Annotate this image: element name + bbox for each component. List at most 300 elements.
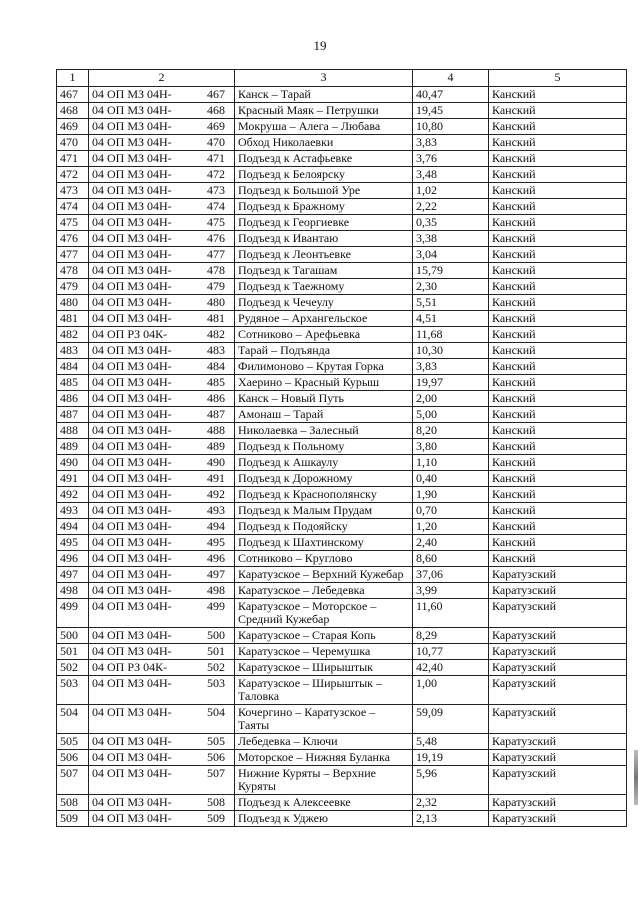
road-length: 3,83 — [413, 359, 489, 375]
row-number: 507 — [57, 766, 89, 795]
table-row — [57, 183, 627, 199]
row-number: 503 — [57, 676, 89, 705]
district-name: Канский — [489, 135, 627, 151]
row-number: 494 — [57, 519, 89, 535]
district-name: Канский — [489, 519, 627, 535]
road-name: Подъезд к Астафьевке — [235, 151, 413, 167]
road-id-prefix: 04 ОП МЗ 04Н- — [92, 455, 172, 469]
district-name: Канский — [489, 263, 627, 279]
table-row — [57, 343, 627, 359]
road-id-prefix: 04 ОП МЗ 04Н- — [92, 87, 172, 101]
road-name: Обход Николаевки — [235, 135, 413, 151]
road-length: 2,13 — [413, 811, 489, 827]
road-name: Подъезд к Леонтьевке — [235, 247, 413, 263]
road-id-cell — [89, 535, 235, 551]
road-id-cell — [89, 734, 235, 750]
district-name: Канский — [489, 151, 627, 167]
road-id-cell — [89, 263, 235, 279]
road-id-prefix: 04 ОП МЗ 04Н- — [92, 676, 172, 690]
road-name: Канск – Новый Путь — [235, 391, 413, 407]
road-length: 3,80 — [413, 439, 489, 455]
road-id-prefix: 04 ОП МЗ 04Н- — [92, 311, 172, 325]
row-number: 471 — [57, 151, 89, 167]
road-id-cell — [89, 583, 235, 599]
district-name: Канский — [489, 183, 627, 199]
district-name: Каратузский — [489, 705, 627, 734]
row-number: 478 — [57, 263, 89, 279]
district-name: Канский — [489, 359, 627, 375]
road-id-cell — [89, 503, 235, 519]
row-number: 490 — [57, 455, 89, 471]
table-row — [57, 423, 627, 439]
district-name: Канский — [489, 231, 627, 247]
road-id-prefix: 04 ОП МЗ 04Н- — [92, 535, 172, 549]
road-id-prefix: 04 ОП МЗ 04Н- — [92, 279, 172, 293]
row-number: 498 — [57, 583, 89, 599]
road-length: 10,77 — [413, 644, 489, 660]
road-name: Подъезд к Георгиевке — [235, 215, 413, 231]
road-name: Амонаш – Тарай — [235, 407, 413, 423]
road-id-number: 487 — [207, 407, 225, 421]
road-id-number: 504 — [207, 705, 225, 719]
row-number: 467 — [57, 87, 89, 103]
road-name: Каратузское – Лебедевка — [235, 583, 413, 599]
district-name: Канский — [489, 87, 627, 103]
road-name: Подъезд к Подояйску — [235, 519, 413, 535]
road-id-cell — [89, 750, 235, 766]
road-name: Лебедевка – Ключи — [235, 734, 413, 750]
road-registry-table — [56, 69, 627, 827]
table-row — [57, 135, 627, 151]
road-length: 5,48 — [413, 734, 489, 750]
road-length: 1,90 — [413, 487, 489, 503]
district-name: Канский — [489, 423, 627, 439]
road-id-number: 469 — [207, 119, 225, 133]
road-length: 2,32 — [413, 795, 489, 811]
road-id-cell — [89, 343, 235, 359]
district-name: Канский — [489, 391, 627, 407]
road-name: Каратузское – Ширыштык — [235, 660, 413, 676]
road-name: Рудяное – Архангельское — [235, 311, 413, 327]
district-name: Каратузский — [489, 567, 627, 583]
table-row — [57, 734, 627, 750]
row-number: 472 — [57, 167, 89, 183]
road-id-prefix: 04 ОП МЗ 04Н- — [92, 359, 172, 373]
road-length: 3,76 — [413, 151, 489, 167]
road-id-number: 485 — [207, 375, 225, 389]
page-number: 19 — [313, 38, 327, 53]
row-number: 502 — [57, 660, 89, 676]
table-row — [57, 455, 627, 471]
road-id-prefix: 04 ОП МЗ 04Н- — [92, 423, 172, 437]
row-number: 469 — [57, 119, 89, 135]
scan-edge-mark — [634, 750, 638, 805]
district-name: Канский — [489, 247, 627, 263]
road-id-cell — [89, 551, 235, 567]
district-name: Канский — [489, 295, 627, 311]
row-number: 486 — [57, 391, 89, 407]
road-length: 10,80 — [413, 119, 489, 135]
road-id-prefix: 04 ОП МЗ 04Н- — [92, 247, 172, 261]
road-name: Подъезд к Малым Прудам — [235, 503, 413, 519]
road-length: 19,19 — [413, 750, 489, 766]
road-id-number: 479 — [207, 279, 225, 293]
row-number: 488 — [57, 423, 89, 439]
road-id-number: 488 — [207, 423, 225, 437]
road-length: 3,38 — [413, 231, 489, 247]
table-row — [57, 644, 627, 660]
road-id-prefix: 04 ОП МЗ 04Н- — [92, 119, 172, 133]
road-length: 1,10 — [413, 455, 489, 471]
road-id-cell — [89, 279, 235, 295]
table-row — [57, 766, 627, 795]
road-id-number: 486 — [207, 391, 225, 405]
table-row — [57, 660, 627, 676]
road-name: Кочергино – Каратузское – Таяты — [235, 705, 413, 734]
road-id-number: 481 — [207, 311, 225, 325]
road-id-cell — [89, 183, 235, 199]
row-number: 475 — [57, 215, 89, 231]
table-row — [57, 676, 627, 705]
table-row — [57, 535, 627, 551]
table-row — [57, 327, 627, 343]
district-name: Канский — [489, 375, 627, 391]
road-length: 0,40 — [413, 471, 489, 487]
table-row — [57, 795, 627, 811]
row-number: 477 — [57, 247, 89, 263]
road-name: Подъезд к Польному — [235, 439, 413, 455]
road-id-prefix: 04 ОП МЗ 04Н- — [92, 439, 172, 453]
row-number: 505 — [57, 734, 89, 750]
road-id-number: 471 — [207, 151, 225, 165]
table-row — [57, 471, 627, 487]
road-name: Николаевка – Залесный — [235, 423, 413, 439]
road-length: 1,00 — [413, 676, 489, 705]
road-name: Моторское – Нижняя Буланка — [235, 750, 413, 766]
district-name: Канский — [489, 311, 627, 327]
road-id-prefix: 04 ОП МЗ 04Н- — [92, 811, 172, 825]
road-length: 8,29 — [413, 628, 489, 644]
road-id-cell — [89, 87, 235, 103]
road-id-prefix: 04 ОП МЗ 04Н- — [92, 750, 172, 764]
road-name: Хаерино – Красный Курыш — [235, 375, 413, 391]
road-id-prefix: 04 ОП МЗ 04Н- — [92, 471, 172, 485]
road-id-cell — [89, 199, 235, 215]
road-name: Подъезд к Алексеевке — [235, 795, 413, 811]
road-id-prefix: 04 ОП МЗ 04Н- — [92, 583, 172, 597]
road-id-prefix: 04 ОП МЗ 04Н- — [92, 391, 172, 405]
road-id-cell — [89, 327, 235, 343]
road-id-number: 484 — [207, 359, 225, 373]
row-number: 493 — [57, 503, 89, 519]
road-id-cell — [89, 660, 235, 676]
table-row — [57, 487, 627, 503]
road-id-number: 482 — [207, 327, 225, 341]
road-id-cell — [89, 135, 235, 151]
road-id-number: 497 — [207, 567, 225, 581]
road-id-cell — [89, 705, 235, 734]
road-id-number: 477 — [207, 247, 225, 261]
road-id-cell — [89, 567, 235, 583]
road-id-prefix: 04 ОП МЗ 04Н- — [92, 795, 172, 809]
road-id-cell — [89, 375, 235, 391]
road-id-prefix: 04 ОП МЗ 04Н- — [92, 567, 172, 581]
row-number: 499 — [57, 599, 89, 628]
row-number: 484 — [57, 359, 89, 375]
row-number: 500 — [57, 628, 89, 644]
road-name: Подъезд к Чечеулу — [235, 295, 413, 311]
road-id-number: 490 — [207, 455, 225, 469]
road-name: Подъезд к Шахтинскому — [235, 535, 413, 551]
road-name: Красный Маяк – Петрушки — [235, 103, 413, 119]
road-length: 40,47 — [413, 87, 489, 103]
road-name: Мокруша – Алега – Любава — [235, 119, 413, 135]
road-id-number: 474 — [207, 199, 225, 213]
road-id-number: 501 — [207, 644, 225, 658]
road-id-cell — [89, 119, 235, 135]
table-row — [57, 103, 627, 119]
table-row — [57, 215, 627, 231]
road-id-number: 476 — [207, 231, 225, 245]
road-id-number: 475 — [207, 215, 225, 229]
road-name: Канск – Тарай — [235, 87, 413, 103]
row-number: 479 — [57, 279, 89, 295]
road-name: Каратузское – Старая Копь — [235, 628, 413, 644]
road-id-prefix: 04 ОП МЗ 04Н- — [92, 343, 172, 357]
road-id-prefix: 04 ОП МЗ 04Н- — [92, 599, 172, 613]
road-id-cell — [89, 407, 235, 423]
district-name: Канский — [489, 455, 627, 471]
road-id-number: 494 — [207, 519, 225, 533]
district-name: Канский — [489, 407, 627, 423]
road-id-number: 498 — [207, 583, 225, 597]
road-name: Каратузское – Ширыштык – Таловка — [235, 676, 413, 705]
road-id-number: 480 — [207, 295, 225, 309]
table-row — [57, 167, 627, 183]
road-id-prefix: 04 ОП РЗ 04К- — [92, 327, 168, 341]
road-id-number: 468 — [207, 103, 225, 117]
table-row — [57, 199, 627, 215]
row-number: 497 — [57, 567, 89, 583]
road-id-cell — [89, 599, 235, 628]
road-length: 19,97 — [413, 375, 489, 391]
table-body — [57, 87, 627, 827]
road-length: 2,00 — [413, 391, 489, 407]
table-row — [57, 231, 627, 247]
road-id-cell — [89, 167, 235, 183]
table-row — [57, 279, 627, 295]
road-name: Каратузское – Моторское – Средний Кужебар — [235, 599, 413, 628]
road-id-cell — [89, 644, 235, 660]
table-row — [57, 359, 627, 375]
road-length: 1,20 — [413, 519, 489, 535]
road-id-prefix: 04 ОП МЗ 04Н- — [92, 519, 172, 533]
row-number: 489 — [57, 439, 89, 455]
road-length: 2,22 — [413, 199, 489, 215]
road-id-cell — [89, 103, 235, 119]
table-row — [57, 407, 627, 423]
road-length: 2,30 — [413, 279, 489, 295]
table-row — [57, 247, 627, 263]
district-name: Каратузский — [489, 734, 627, 750]
road-name: Подъезд к Ивантаю — [235, 231, 413, 247]
road-name: Подъезд к Дорожному — [235, 471, 413, 487]
row-number: 487 — [57, 407, 89, 423]
header-col-4: 4 — [413, 70, 489, 87]
road-name: Сотниково – Арефьевка — [235, 327, 413, 343]
table-row — [57, 151, 627, 167]
table-row — [57, 87, 627, 103]
road-id-number: 492 — [207, 487, 225, 501]
road-id-number: 508 — [207, 795, 225, 809]
table-row — [57, 567, 627, 583]
road-id-cell — [89, 439, 235, 455]
road-id-cell — [89, 359, 235, 375]
district-name: Каратузский — [489, 628, 627, 644]
road-length: 8,20 — [413, 423, 489, 439]
header-col-2: 2 — [89, 70, 235, 87]
row-number: 468 — [57, 103, 89, 119]
row-number: 483 — [57, 343, 89, 359]
district-name: Каратузский — [489, 599, 627, 628]
road-id-prefix: 04 ОП МЗ 04Н- — [92, 135, 172, 149]
row-number: 504 — [57, 705, 89, 734]
district-name: Канский — [489, 535, 627, 551]
road-length: 8,60 — [413, 551, 489, 567]
row-number: 481 — [57, 311, 89, 327]
road-id-cell — [89, 811, 235, 827]
district-name: Канский — [489, 279, 627, 295]
road-id-number: 499 — [207, 599, 225, 613]
road-id-prefix: 04 ОП МЗ 04Н- — [92, 295, 172, 309]
road-length: 37,06 — [413, 567, 489, 583]
road-id-prefix: 04 ОП МЗ 04Н- — [92, 644, 172, 658]
district-name: Каратузский — [489, 795, 627, 811]
road-id-prefix: 04 ОП МЗ 04Н- — [92, 375, 172, 389]
district-name: Канский — [489, 199, 627, 215]
road-id-cell — [89, 151, 235, 167]
road-id-prefix: 04 ОП МЗ 04Н- — [92, 183, 172, 197]
row-number: 501 — [57, 644, 89, 660]
district-name: Канский — [489, 439, 627, 455]
table-row — [57, 551, 627, 567]
road-id-number: 472 — [207, 167, 225, 181]
district-name: Канский — [489, 551, 627, 567]
table-row — [57, 599, 627, 628]
table-row — [57, 705, 627, 734]
road-id-cell — [89, 628, 235, 644]
row-number: 506 — [57, 750, 89, 766]
district-name: Каратузский — [489, 766, 627, 795]
road-length: 0,70 — [413, 503, 489, 519]
row-number: 480 — [57, 295, 89, 311]
road-id-prefix: 04 ОП МЗ 04Н- — [92, 487, 172, 501]
road-id-prefix: 04 ОП МЗ 04Н- — [92, 407, 172, 421]
road-id-number: 496 — [207, 551, 225, 565]
header-row — [57, 70, 627, 87]
road-name: Подъезд к Ашкаулу — [235, 455, 413, 471]
road-name: Тарай – Подъянда — [235, 343, 413, 359]
road-id-prefix: 04 ОП МЗ 04Н- — [92, 551, 172, 565]
row-number: 495 — [57, 535, 89, 551]
road-id-number: 483 — [207, 343, 225, 357]
road-id-cell — [89, 487, 235, 503]
row-number: 470 — [57, 135, 89, 151]
road-id-prefix: 04 ОП МЗ 04Н- — [92, 734, 172, 748]
road-length: 3,04 — [413, 247, 489, 263]
road-id-prefix: 04 ОП МЗ 04Н- — [92, 263, 172, 277]
district-name: Каратузский — [489, 583, 627, 599]
row-number: 476 — [57, 231, 89, 247]
road-length: 10,30 — [413, 343, 489, 359]
district-name: Каратузский — [489, 644, 627, 660]
road-id-number: 502 — [207, 660, 225, 674]
road-id-prefix: 04 ОП МЗ 04Н- — [92, 103, 172, 117]
road-id-number: 467 — [207, 87, 225, 101]
district-name: Канский — [489, 471, 627, 487]
road-id-cell — [89, 231, 235, 247]
road-length: 2,40 — [413, 535, 489, 551]
road-length: 19,45 — [413, 103, 489, 119]
road-id-number: 505 — [207, 734, 225, 748]
road-length: 11,68 — [413, 327, 489, 343]
road-name: Филимоново – Крутая Горка — [235, 359, 413, 375]
road-name: Каратузское – Верхний Кужебар — [235, 567, 413, 583]
road-name: Подъезд к Таежному — [235, 279, 413, 295]
road-id-cell — [89, 766, 235, 795]
table-row — [57, 750, 627, 766]
road-length: 3,83 — [413, 135, 489, 151]
table-header — [57, 70, 627, 87]
row-number: 509 — [57, 811, 89, 827]
table-row — [57, 375, 627, 391]
road-id-cell — [89, 676, 235, 705]
district-name: Канский — [489, 103, 627, 119]
row-number: 492 — [57, 487, 89, 503]
table-row — [57, 583, 627, 599]
road-length: 3,48 — [413, 167, 489, 183]
road-id-number: 503 — [207, 676, 225, 690]
road-id-prefix: 04 ОП МЗ 04Н- — [92, 215, 172, 229]
road-id-prefix: 04 ОП МЗ 04Н- — [92, 766, 172, 780]
road-length: 1,02 — [413, 183, 489, 199]
district-name: Канский — [489, 503, 627, 519]
row-number: 482 — [57, 327, 89, 343]
road-length: 59,09 — [413, 705, 489, 734]
table-row — [57, 439, 627, 455]
row-number: 473 — [57, 183, 89, 199]
road-length: 15,79 — [413, 263, 489, 279]
district-name: Канский — [489, 167, 627, 183]
road-id-cell — [89, 795, 235, 811]
header-col-5: 5 — [489, 70, 627, 87]
road-id-prefix: 04 ОП МЗ 04Н- — [92, 503, 172, 517]
road-id-cell — [89, 391, 235, 407]
road-id-prefix: 04 ОП МЗ 04Н- — [92, 231, 172, 245]
road-length: 11,60 — [413, 599, 489, 628]
road-name: Подъезд к Бражному — [235, 199, 413, 215]
road-id-cell — [89, 519, 235, 535]
table-row — [57, 263, 627, 279]
road-id-cell — [89, 247, 235, 263]
road-name: Подъезд к Краснополянску — [235, 487, 413, 503]
road-id-cell — [89, 295, 235, 311]
road-length: 5,00 — [413, 407, 489, 423]
road-name: Нижние Куряты – Верхние Куряты — [235, 766, 413, 795]
district-name: Канский — [489, 487, 627, 503]
row-number: 508 — [57, 795, 89, 811]
table-row — [57, 811, 627, 827]
